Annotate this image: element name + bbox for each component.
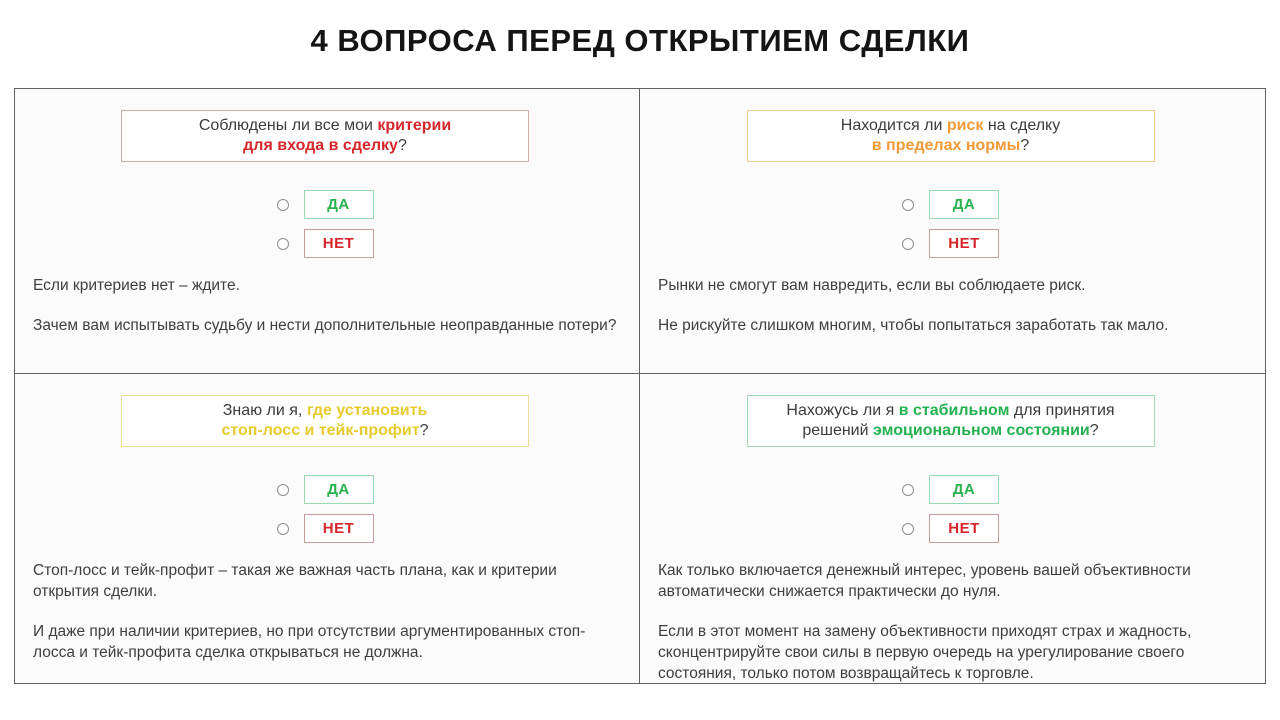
question-box	[747, 110, 1155, 162]
explanation-paragraph: Не рискуйте слишком многим, чтобы попытаться заработать так мало.	[658, 317, 1169, 334]
question-text: для принятия	[1009, 402, 1115, 419]
question-line	[130, 401, 520, 421]
explanation-text	[33, 560, 617, 663]
no-option-box[interactable]: НЕТ	[929, 229, 999, 258]
question-highlight: для входа в сделку	[243, 137, 398, 154]
option-yes	[658, 475, 1243, 504]
explanation-paragraph: Если в этот момент на замену объективности приходят страх и жадность, сконцентрируйте свои силы в первую очередь на урегулирование своего состояния, только потом возвращайтесь к торговле.	[658, 623, 1192, 682]
question-text: ?	[1089, 422, 1099, 439]
question-highlight: в стабильном	[898, 402, 1010, 419]
question-quadrant-entry-criteria	[15, 89, 640, 374]
answer-options	[33, 475, 617, 543]
radio-button-yes[interactable]	[902, 199, 914, 211]
question-text: ?	[1020, 137, 1030, 154]
explanation-paragraph: Стоп-лосс и тейк-профит – такая же важная часть плана, как и критерии открытия сделки.	[33, 562, 557, 600]
radio-button-no[interactable]	[902, 238, 914, 250]
radio-button-no[interactable]	[277, 523, 289, 535]
question-highlight: где установить	[306, 402, 428, 419]
option-no	[658, 514, 1243, 543]
no-option-box[interactable]: НЕТ	[929, 514, 999, 543]
question-quadrant-risk-limit	[640, 89, 1265, 374]
radio-button-yes[interactable]	[277, 484, 289, 496]
explanation-paragraph: Если критериев нет – ждите.	[33, 277, 240, 294]
question-highlight: в пределах нормы	[871, 137, 1021, 154]
question-line	[756, 401, 1146, 421]
question-text: Нахожусь ли я	[786, 402, 899, 419]
answer-options	[658, 190, 1243, 258]
radio-button-no[interactable]	[277, 238, 289, 250]
question-box	[121, 395, 529, 447]
question-text: ?	[419, 422, 429, 439]
yes-option-box[interactable]: ДА	[929, 475, 999, 504]
question-line	[130, 116, 520, 136]
question-quadrant-stop-loss-take-profit	[15, 374, 640, 683]
explanation-text	[658, 275, 1243, 336]
option-no	[33, 229, 617, 258]
question-line	[130, 421, 520, 441]
explanation-text	[658, 560, 1243, 683]
answer-options	[658, 475, 1243, 543]
page-title: 4 ВОПРОСА ПЕРЕД ОТКРЫТИЕМ СДЕЛКИ	[310, 23, 970, 58]
explanation-paragraph: Как только включается денежный интерес, уровень вашей объективности автоматически снижается практически до нуля.	[658, 562, 1191, 600]
radio-button-yes[interactable]	[277, 199, 289, 211]
explanation-paragraph: Рынки не смогут вам навредить, если вы соблюдаете риск.	[658, 277, 1086, 294]
question-line	[756, 136, 1146, 156]
question-box	[121, 110, 529, 162]
question-box	[747, 395, 1155, 447]
questions-grid	[14, 88, 1266, 684]
question-highlight: стоп-лосс и тейк-профит	[221, 422, 420, 439]
question-highlight: риск	[946, 117, 984, 134]
yes-option-box[interactable]: ДА	[304, 475, 374, 504]
question-quadrant-emotional-state	[640, 374, 1265, 683]
explanation-paragraph: Зачем вам испытывать судьбу и нести дополнительные неоправданные потери?	[33, 317, 617, 334]
radio-button-no[interactable]	[902, 523, 914, 535]
option-yes	[658, 190, 1243, 219]
option-no	[33, 514, 617, 543]
yes-option-box[interactable]: ДА	[304, 190, 374, 219]
question-line	[756, 116, 1146, 136]
option-yes	[33, 475, 617, 504]
option-no	[658, 229, 1243, 258]
question-text: ?	[397, 137, 407, 154]
question-line	[756, 421, 1146, 441]
question-highlight: критерии	[377, 117, 452, 134]
no-option-box[interactable]: НЕТ	[304, 514, 374, 543]
yes-option-box[interactable]: ДА	[929, 190, 999, 219]
question-line	[130, 136, 520, 156]
question-text: решений	[802, 422, 873, 439]
question-highlight: эмоциональном состоянии	[873, 422, 1090, 439]
radio-button-yes[interactable]	[902, 484, 914, 496]
no-option-box[interactable]: НЕТ	[304, 229, 374, 258]
option-yes	[33, 190, 617, 219]
answer-options	[33, 190, 617, 258]
explanation-text	[33, 275, 617, 336]
question-text: Знаю ли я,	[222, 402, 307, 419]
explanation-paragraph: И даже при наличии критериев, но при отсутствии аргументированных стоп-лосса и тейк-профита сделка открываться не должна.	[33, 623, 586, 661]
question-text: Соблюдены ли все мои	[198, 117, 378, 134]
question-text: на сделку	[983, 117, 1061, 134]
question-text: Находится ли	[840, 117, 947, 134]
